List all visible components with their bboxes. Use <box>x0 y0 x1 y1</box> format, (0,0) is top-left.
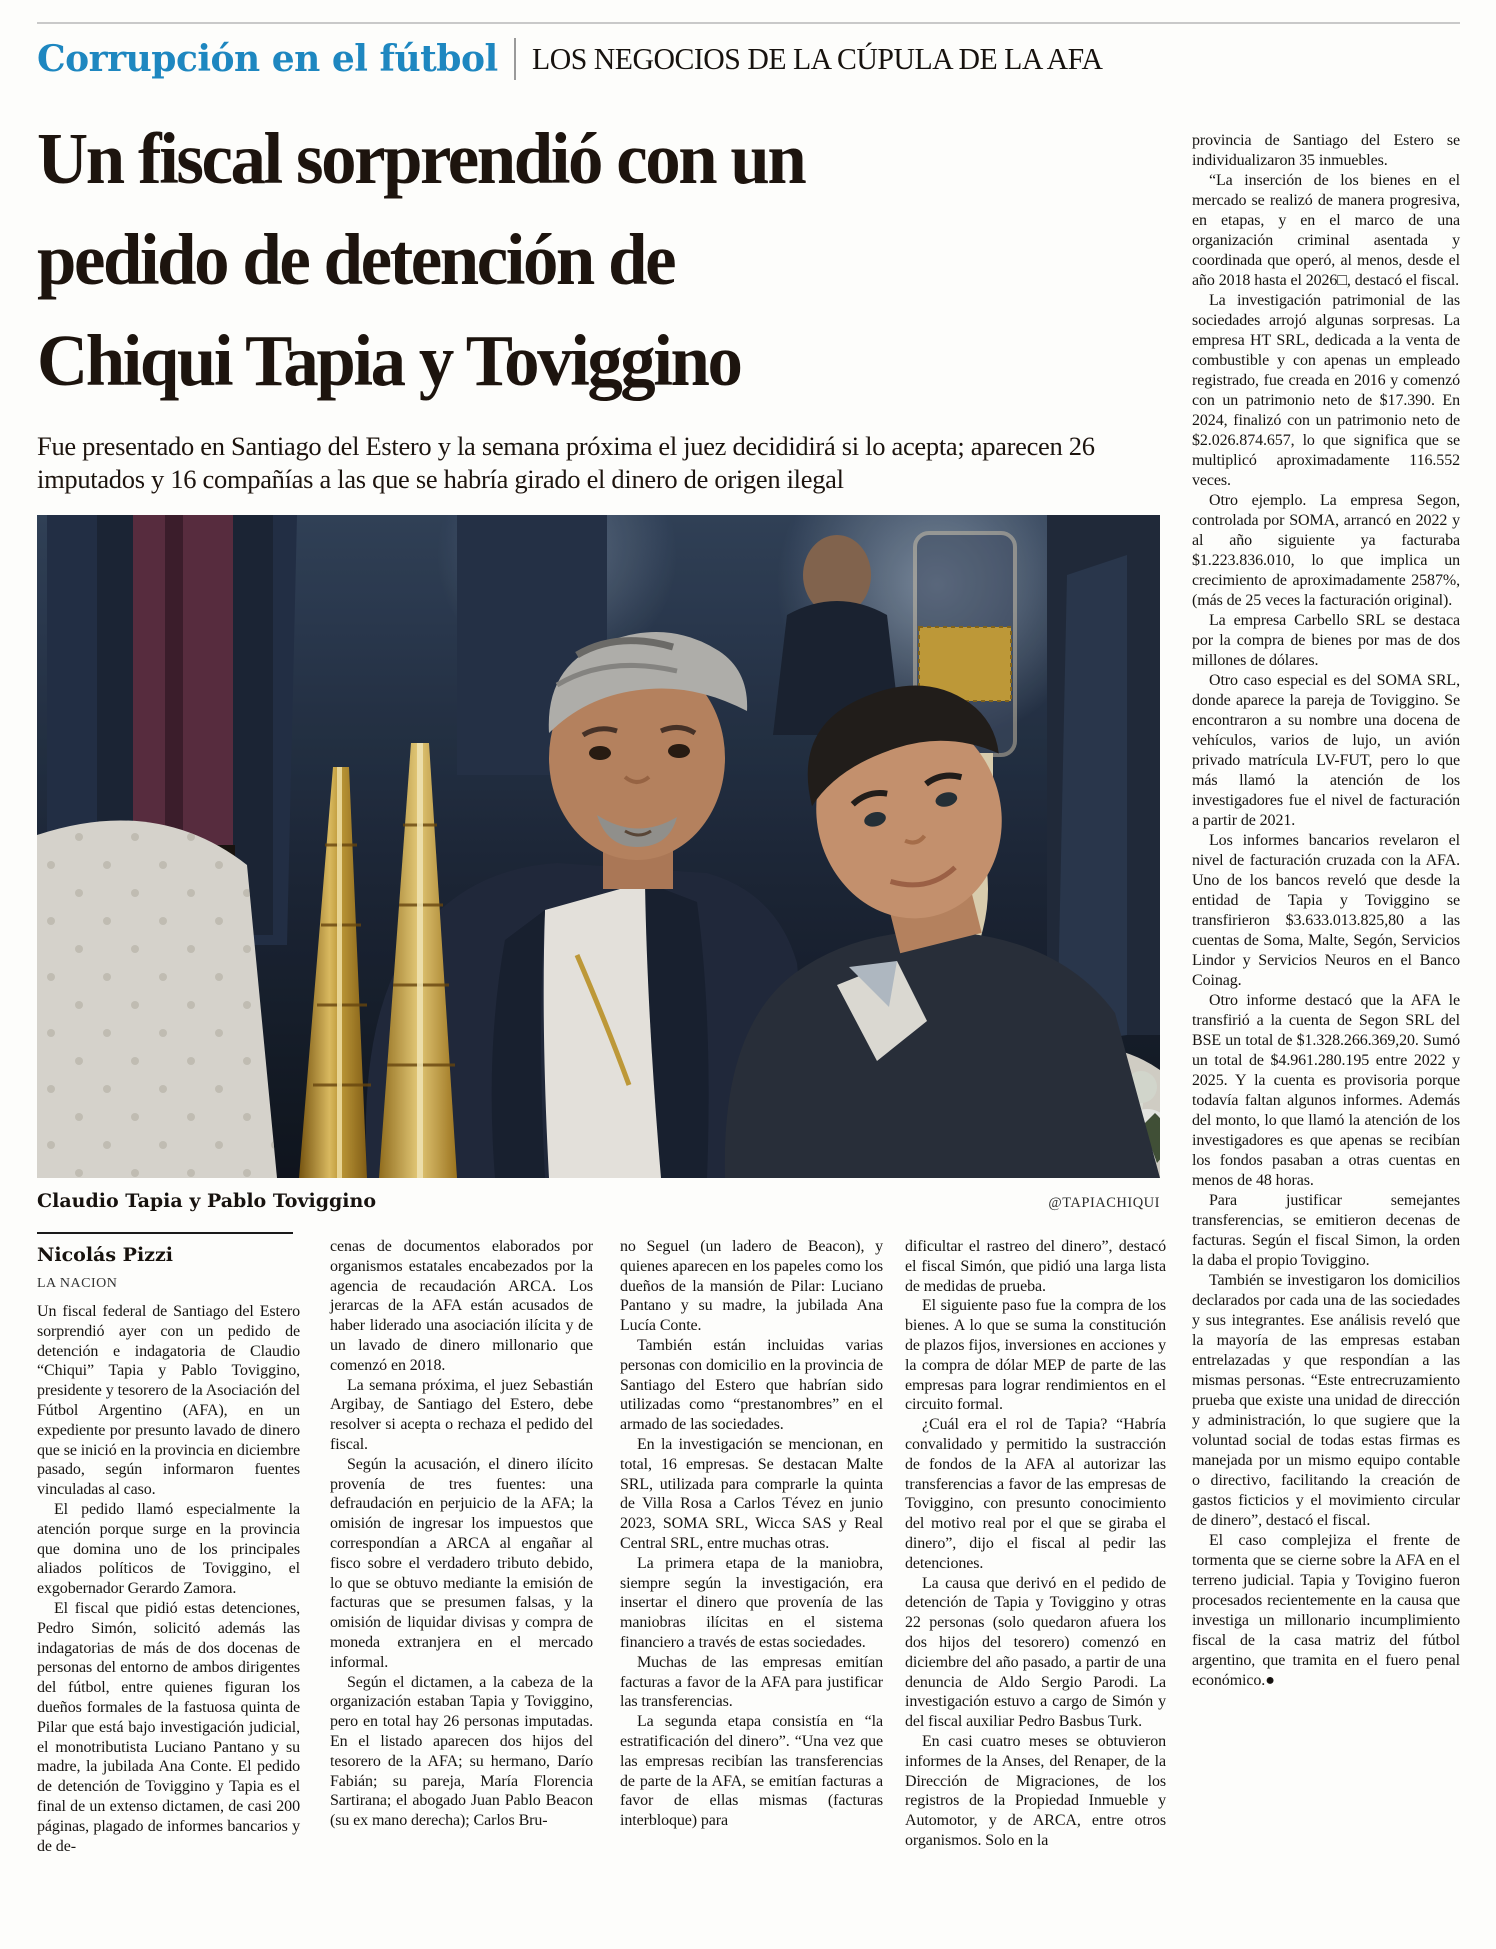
paragraph: También se investigaron los domicilios declarados por cada una de las sociedades y sus integrantes. Ese análisis reveló que la mayoría de las empresas estaban entrelazadas y que respondían a las mismas personas. “Este entrecruzamiento prueba que existe una unidad de dirección y administración, lo que sugiere que la voluntad social de todas estas firmas es manejada por un mismo equipo contable o directivo, facilitando la creación de gastos ficticios y el movimiento circular de dinero”, destacó el fiscal. <box>1192 1272 1460 1529</box>
paragraph: El fiscal que pidió estas detenciones, Pedro Simón, solicitó además las indagatorias de más de dos docenas de personas del entorno de ambos dirigentes del fútbol, entre quienes figuran los dueños formales de la fastuosa quinta de Pilar que está bajo investigación judicial, el monotributista Luciano Pantano y su madre, la jubilada Ana Conte. El pedido de detención de Toviggino y Tapia es el final de un extenso dictamen, de casi 200 páginas, plagado de informes bancarios y de de- <box>37 1599 300 1855</box>
paragraph: Un fiscal federal de Santiago del Estero sorprendió ayer con un pedido de detención e indagatoria de Claudio “Chiqui” Tapia y Pablo Toviggino, presidente y tesorero de la Asociación del Fútbol Argentino (AFA), en un expediente por presunto lavado de dinero que se inició en la provincia en diciembre pasado, según informaron fuentes vinculadas al caso. <box>37 1303 300 1499</box>
photo-illustration <box>37 515 1160 1178</box>
paragraph: El caso complejiza el frente de tormenta que se cierne sobre la AFA en el terreno judicial. Tapia y Tovigino fueron procesados recientemente en la causa que investiga un millonario incumplimiento fiscal de la casa matriz del fútbol argentino, que tramita en el fuero penal económico.● <box>1192 1532 1460 1689</box>
byline-rule <box>37 1232 293 1234</box>
headline-line-1: Un fiscal sorprendió con un <box>37 118 805 199</box>
paragraph: La semana próxima, el juez Sebastián Argibay, de Santiago del Estero, debe resolver si acepta o rechaza el pedido del fiscal. <box>330 1376 593 1453</box>
article-column-4 <box>905 1237 1166 1902</box>
kicker-divider <box>514 38 516 80</box>
paragraph: Otro ejemplo. La empresa Segon, controlada por SOMA, arrancó en 2022 y al año siguiente ya facturaba $1.223.836.010, lo que implica un crecimiento de aproximadamente 2587%, (más de 25 veces la facturación original). <box>1192 492 1460 609</box>
paragraph: La segunda etapa consistía en “la estratificación del dinero”. “Una vez que las empresas recibían las transferencias de parte de la AFA, se emitían facturas a favor de ellas mismas (facturas interbloque) para <box>620 1713 883 1830</box>
paragraph: ¿Cuál era el rol de Tapia? “Habría convalidado y permitido la sustracción de fondos de la AFA al autorizar las transferencias a favor de las empresas de Toviggino, con presunto conocimiento del motivo real por el que se giraba el dinero”, dijo el fiscal al pedir las detenciones. <box>905 1416 1166 1572</box>
top-rule <box>37 22 1460 24</box>
paragraph: La empresa Carbello SRL se destaca por la compra de bienes por mas de dos millones de dólares. <box>1192 612 1460 669</box>
paragraph: Otro informe destacó que la AFA le transfirió a la cuenta de Segon SRL del BSE un total de $1.328.266.369,20. Sumó un total de $4.961.280.195 entre 2022 y 2025. Y la cuenta es provisoria porque todavía faltan algunos informes. Además del monto, lo que llamó la atención de los investigadores es que apenas se recibían los fondos pasaban a otras cuentas en menos de 48 horas. <box>1192 992 1460 1189</box>
article-column-2 <box>330 1237 593 1902</box>
page-title <box>37 108 1017 411</box>
byline-agency: LA NACION <box>37 1276 118 1291</box>
photo-credit: @TAPIACHIQUI <box>1048 1195 1160 1211</box>
article-column-1 <box>37 1302 300 1902</box>
paragraph: La primera etapa de la maniobra, siempre según la investigación, era insertar el dinero que provenía de las maniobras ilícitas en el sistema financiero a través de estas sociedades. <box>620 1554 883 1651</box>
paragraph: La causa que derivó en el pedido de detención de Tapia y Toviggino y otras 22 personas (solo quedaron afuera los dos hijos del tesorero) comenzó en diciembre del año pasado, a partir de una denuncia de Aldo Sergio Parodi. La investigación estuvo a cargo de Simón y del fiscal auxiliar Pedro Basbus Turk. <box>905 1574 1166 1731</box>
paragraph: Para justificar semejantes transferencias, se emitieron decenas de facturas. Según el fiscal Simon, la orden la daba el propio Toviggino. <box>1192 1192 1460 1269</box>
paragraph: “La inserción de los bienes en el mercado se realizó de manera progresiva, en etapas, y en el marco de una organización criminal asentada y coordinada que operó, al menos, desde el año 2018 hasta el 2026□, destacó el fiscal. <box>1192 172 1460 289</box>
photo-caption: Claudio Tapia y Pablo Toviggino <box>37 1190 377 1212</box>
byline-author: Nicolás Pizzi <box>37 1244 173 1266</box>
article-column-3 <box>620 1237 883 1902</box>
article-column-5-sidebar <box>1192 131 1460 1906</box>
deck-subheadline: Fue presentado en Santiago del Estero y la semana próxima el juez decididirá si lo acepta; aparecen 26 imputados y 16 compañías a las que se habría girado el dinero de origen ilegal <box>37 431 1095 494</box>
paragraph: dificultar el rastreo del dinero”, destacó el fiscal Simón, que pidió una larga lista de medidas de prueba. <box>905 1238 1166 1295</box>
paragraph: Muchas de las empresas emitían facturas a favor de la AFA para justificar las transferencias. <box>620 1653 883 1711</box>
paragraph: cenas de documentos elaborados por organismos estatales encabezados por la agencia de recaudación ARCA. Los jerarcas de la AFA están acusados de haber liderado una asociación ilícita y de un lavado de dinero millonario que comenzó en 2018. <box>330 1238 593 1374</box>
paragraph: Los informes bancarios revelaron el nivel de facturación cruzada con la AFA. Uno de los bancos reveló que desde la entidad de Tapia y Toviggino se transfirieron $3.633.013.825,80 a las cuentas de Soma, Malte, Segón, Servicios Lindor y Servicios Neuros en el Banco Coinag. <box>1192 832 1460 989</box>
paragraph: Según el dictamen, a la cabeza de la organización estaban Tapia y Toviggino, pero en total hay 26 personas imputadas. En el listado aparecen dos hijos del tesorero de la AFA; su hermano, Darío Fabián; su pareja, María Florencia Sartirana; el abogado Juan Pablo Beacon (su ex mano derecha); Carlos Bru- <box>330 1673 593 1830</box>
headline-line-2: pedido de detención de <box>37 219 675 300</box>
kicker-section-label: Corrupción en el fútbol <box>37 38 498 80</box>
headline-line-3: Chiqui Tapia y Toviggino <box>37 320 741 401</box>
paragraph: También están incluidas varias personas con domicilio en la provincia de Santiago del Estero que habrían sido utilizadas como “prestanombres” en el armado de las sociedades. <box>620 1336 883 1434</box>
caption-row <box>37 1190 1160 1212</box>
paragraph: Otro caso especial es del SOMA SRL, donde aparece la pareja de Toviggino. Se encontraron a su nombre una docena de vehículos, varios de lujo, un avión privado matrícula LV-FUT, pero lo que más llamó la atención de los investigadores fue el nivel de facturación a partir de 2021. <box>1192 672 1460 829</box>
paragraph: El pedido llamó especialmente la atención porque surge en la provincia que domina uno de los principales aliados políticos de Toviggino, el exgobernador Gerardo Zamora. <box>37 1500 300 1598</box>
kicker-topic-label: LOS NEGOCIOS DE LA CÚPULA DE LA AFA <box>531 41 1103 76</box>
paragraph: La investigación patrimonial de las sociedades arrojó algunas sorpresas. La empresa HT SRL, dedicada a la venta de combustible y con apenas un empleado registrado, fue creada en 2016 y comenzó con un patrimonio neto de $17.390. En 2024, finalizó con un patrimonio neto de $2.026.874.657, lo que significa que se multiplicó aproximadamente 116.552 veces. <box>1192 292 1460 489</box>
paragraph: El siguiente paso fue la compra de los bienes. A lo que se suma la constitución de plazos fijos, inversiones en acciones y la compra de dólar MEP de parte de las empresas para lograr rendimientos en el circuito formal. <box>905 1297 1166 1414</box>
paragraph: no Seguel (un ladero de Beacon), y quienes aparecen en los papeles como los dueños de la mansión de Pilar: Luciano Pantano y su madre, la jubilada Ana Lucía Conte. <box>620 1238 883 1335</box>
paragraph: En la investigación se mencionan, en total, 16 empresas. Se destacan Malte SRL, utilizada para comprarle la quinta de Villa Rosa a Carlos Tévez en junio 2023, SOMA SRL, Wicca SAS y Real Central SRL, entre muchas otras. <box>620 1435 883 1552</box>
paragraph: provincia de Santiago del Estero se individualizaron 35 inmuebles. <box>1192 132 1460 169</box>
paragraph: Según la acusación, el dinero ilícito provenía de tres fuentes: una defraudación en perjuicio de la AFA; la omisión de ingresar los impuestos que correspondían a ARCA al engañar al fisco sobre el verdadero tributo debido, lo que se obtuvo mediante la emisión de facturas que se presumen falsas, y la omisión de liquidar divisas y compra de moneda extranjera en el mercado informal. <box>330 1455 593 1671</box>
kicker <box>37 38 1126 80</box>
paragraph: En casi cuatro meses se obtuvieron informes de la Anses, del Renaper, de la Dirección de Migraciones, de los registros de la Propiedad Inmueble y Automotor, y de ARCA, entre otros organismos. Solo en la <box>905 1732 1166 1849</box>
article-photo <box>37 515 1160 1178</box>
